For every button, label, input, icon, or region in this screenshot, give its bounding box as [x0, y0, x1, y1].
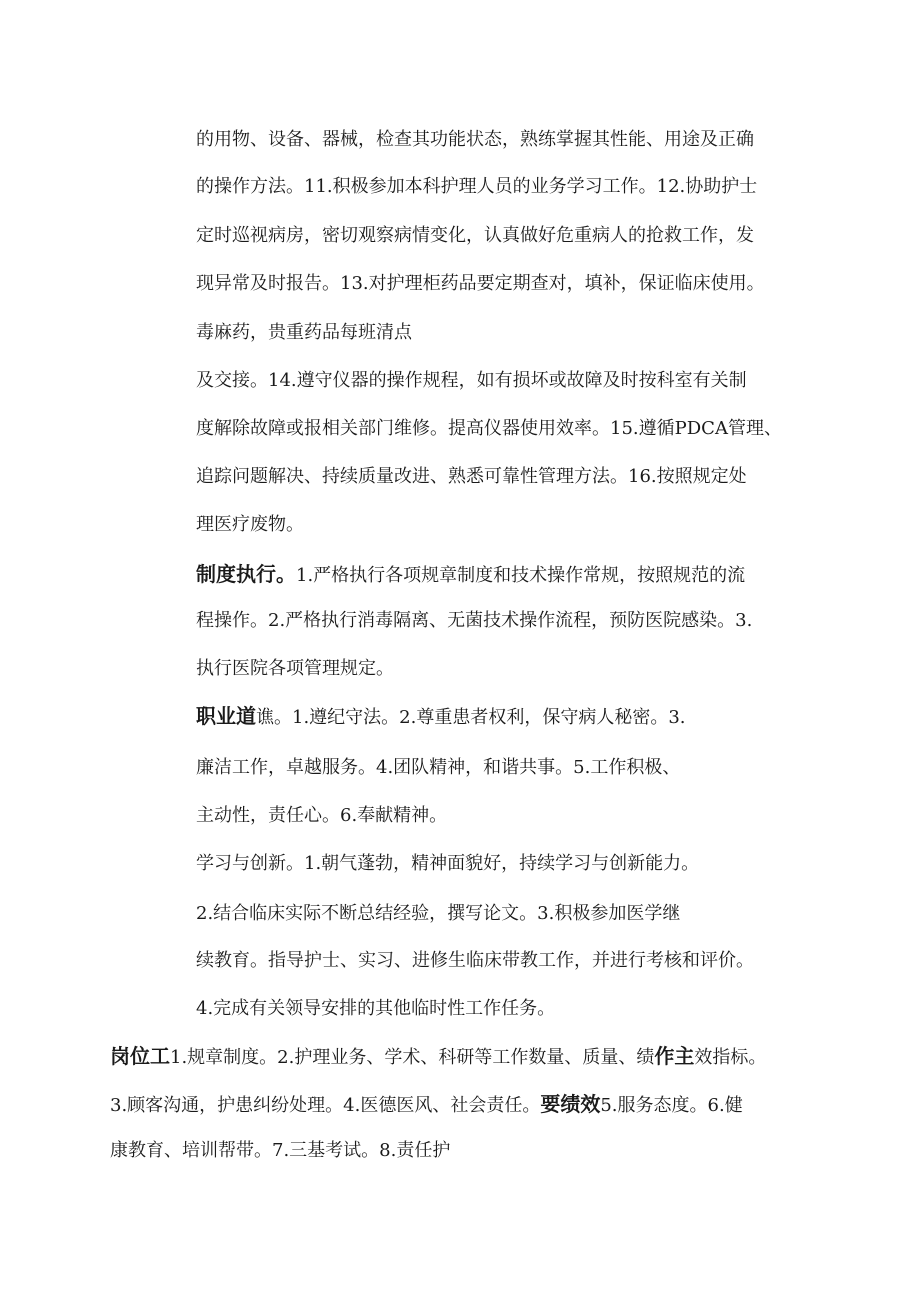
text-line: 4.完成有关领导安排的其他临时性工作任务。 [196, 998, 556, 1019]
section-text: 谯。1.遵纪守法。2.尊重患者权利，保守病人秘密。3. [256, 707, 686, 728]
kpi-text: 1.规章制度。2.护理业务、学术、科研等工作数量、质量、绩 [170, 1047, 655, 1068]
text-line: 学习与创新。1.朝气蓬勃，精神面貌好，持续学习与创新能力。 [196, 853, 700, 874]
kpi-heading-part: 要绩效 [540, 1092, 601, 1116]
section-heading: 制度执行。 [196, 562, 296, 586]
kpi-heading-part: 作主 [654, 1044, 695, 1068]
text-line: 2.结合临床实际不断总结经验，撰写论文。3.积极参加医学继 [196, 903, 681, 924]
kpi-text: 5.服务态度。6.健 [600, 1095, 743, 1116]
kpi-heading-part: 岗位工 [110, 1044, 170, 1068]
text-line: 度解除故障或报相关部门维修。提高仪器使用效率。15.遵循PDCA管理、 [196, 418, 782, 439]
kpi-line-1 [110, 1044, 766, 1070]
section-system-line [196, 562, 745, 588]
text-line: 的操作方法。11.积极参加本科护理人员的业务学习工作。12.协助护士 [196, 176, 758, 197]
text-line: 廉洁工作，卓越服务。4.团队精神，和谐共事。5.工作积极、 [196, 757, 681, 778]
text-line: 毒麻药，贵重药品每班清点 [196, 322, 412, 343]
kpi-line-2 [110, 1092, 743, 1118]
text-line: 定时巡视病房，密切观察病情变化，认真做好危重病人的抢救工作，发 [196, 225, 754, 246]
text-line: 续教育。指导护士、实习、进修生临床带教工作，并进行考核和评价。 [196, 950, 754, 971]
text-line: 现异常及时报告。13.对护理柜药品要定期查对，填补，保证临床使用。 [196, 273, 765, 294]
text-line: 康教育、培训帮带。7.三基考试。8.责任护 [110, 1140, 451, 1161]
text-line: 理医疗废物。 [196, 514, 304, 535]
text-line: 程操作。2.严格执行消毒隔离、无菌技术操作流程，预防医院感染。3. [196, 610, 753, 631]
section-ethics-line [196, 704, 686, 730]
kpi-text: 3.顾客沟通，护患纠纷处理。4.医德医风、社会责任。 [110, 1095, 541, 1116]
text-line: 的用物、设备、器械，检查其功能状态，熟练掌握其性能、用途及正确 [196, 129, 754, 150]
text-line: 追踪问题解决、持续质量改进、熟悉可靠性管理方法。16.按照规定处 [196, 466, 747, 487]
text-line: 执行医院各项管理规定。 [196, 658, 394, 679]
text-line: 主动性，责任心。6.奉献精神。 [196, 805, 448, 826]
text-line: 及交接。14.遵守仪器的操作规程，如有损坏或故障及时按科室有关制 [196, 370, 747, 391]
section-heading: 职业道 [196, 704, 256, 728]
section-text: 1.严格执行各项规章制度和技术操作常规，按照规范的流 [296, 565, 746, 586]
kpi-text: 效指标。 [694, 1047, 767, 1068]
